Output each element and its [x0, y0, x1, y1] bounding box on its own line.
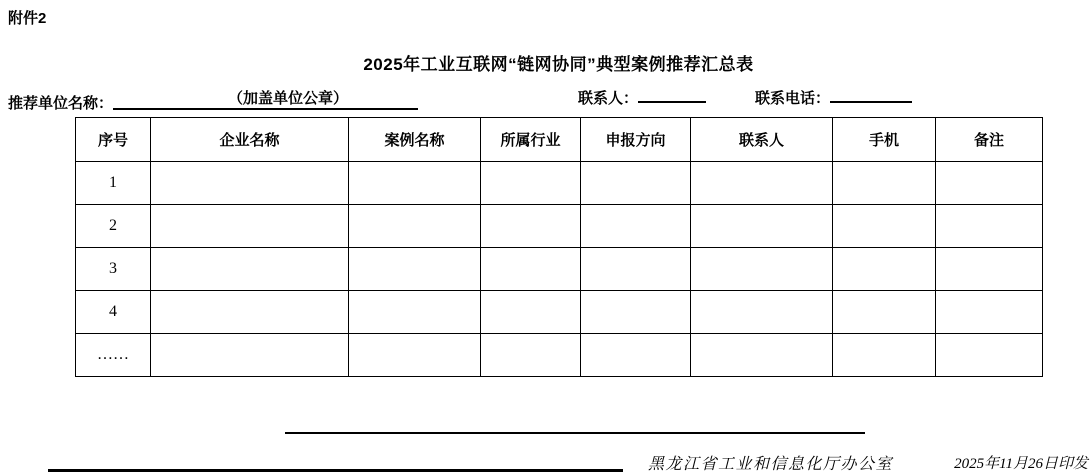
empty-cell	[151, 205, 349, 248]
table-row	[76, 162, 1043, 205]
table-row	[76, 248, 1043, 291]
empty-cell	[349, 248, 481, 291]
form-header-line	[0, 87, 1090, 111]
phone-label: 联系电话：	[755, 90, 831, 107]
empty-cell	[936, 205, 1043, 248]
col-header-seq: 序号	[76, 118, 151, 162]
empty-cell	[936, 162, 1043, 205]
summary-table	[75, 117, 1043, 377]
empty-cell	[151, 248, 349, 291]
empty-cell	[691, 248, 833, 291]
contact-field	[578, 87, 706, 108]
seal-note: （加盖单位公章）	[228, 90, 349, 107]
col-header-contact: 联系人	[691, 118, 833, 162]
contact-blank	[638, 87, 706, 103]
phone-field	[755, 87, 912, 108]
empty-cell	[481, 248, 581, 291]
empty-cell	[936, 291, 1043, 334]
issuer-name: 黑龙江省工业和信息化厅办公室	[648, 456, 894, 473]
empty-cell	[481, 162, 581, 205]
row-number: 1	[76, 162, 151, 205]
col-header-remarks: 备注	[936, 118, 1043, 162]
phone-blank	[830, 87, 912, 103]
row-number: 3	[76, 248, 151, 291]
row-number: 4	[76, 291, 151, 334]
empty-cell	[481, 291, 581, 334]
row-number: ……	[76, 334, 151, 377]
col-header-case: 案例名称	[349, 118, 481, 162]
col-header-company: 企业名称	[151, 118, 349, 162]
empty-cell	[936, 334, 1043, 377]
page-title: 2025年工业互联网“链网协同”典型案例推荐汇总表	[363, 55, 754, 74]
blank-underline	[113, 94, 228, 108]
col-header-industry: 所属行业	[481, 118, 581, 162]
footer-separator-bottom	[48, 469, 623, 472]
empty-cell	[481, 205, 581, 248]
empty-cell	[481, 334, 581, 377]
empty-cell	[581, 334, 691, 377]
empty-cell	[581, 291, 691, 334]
blank-underline	[348, 94, 418, 108]
empty-cell	[151, 162, 349, 205]
empty-cell	[833, 334, 936, 377]
table-row	[76, 334, 1043, 377]
recommender-name-blank	[113, 87, 418, 110]
empty-cell	[833, 205, 936, 248]
attachment-label: 附件2	[8, 10, 47, 27]
col-header-direction: 申报方向	[581, 118, 691, 162]
empty-cell	[151, 334, 349, 377]
empty-cell	[581, 205, 691, 248]
empty-cell	[833, 162, 936, 205]
empty-cell	[833, 291, 936, 334]
table-row	[76, 291, 1043, 334]
print-date: 2025年11月26日印发	[954, 456, 1088, 472]
empty-cell	[936, 248, 1043, 291]
recommender-field	[8, 87, 418, 113]
empty-cell	[151, 291, 349, 334]
recommender-name-label: 推荐单位名称：	[8, 95, 114, 112]
empty-cell	[833, 248, 936, 291]
empty-cell	[581, 248, 691, 291]
col-header-mobile: 手机	[833, 118, 936, 162]
empty-cell	[349, 205, 481, 248]
contact-label: 联系人：	[578, 90, 639, 107]
empty-cell	[691, 291, 833, 334]
empty-cell	[691, 205, 833, 248]
empty-cell	[349, 162, 481, 205]
empty-cell	[349, 334, 481, 377]
empty-cell	[691, 162, 833, 205]
footer-separator-top	[285, 432, 865, 434]
empty-cell	[691, 334, 833, 377]
empty-cell	[581, 162, 691, 205]
empty-cell	[349, 291, 481, 334]
table-row	[76, 205, 1043, 248]
row-number: 2	[76, 205, 151, 248]
table-header-row	[76, 118, 1043, 162]
